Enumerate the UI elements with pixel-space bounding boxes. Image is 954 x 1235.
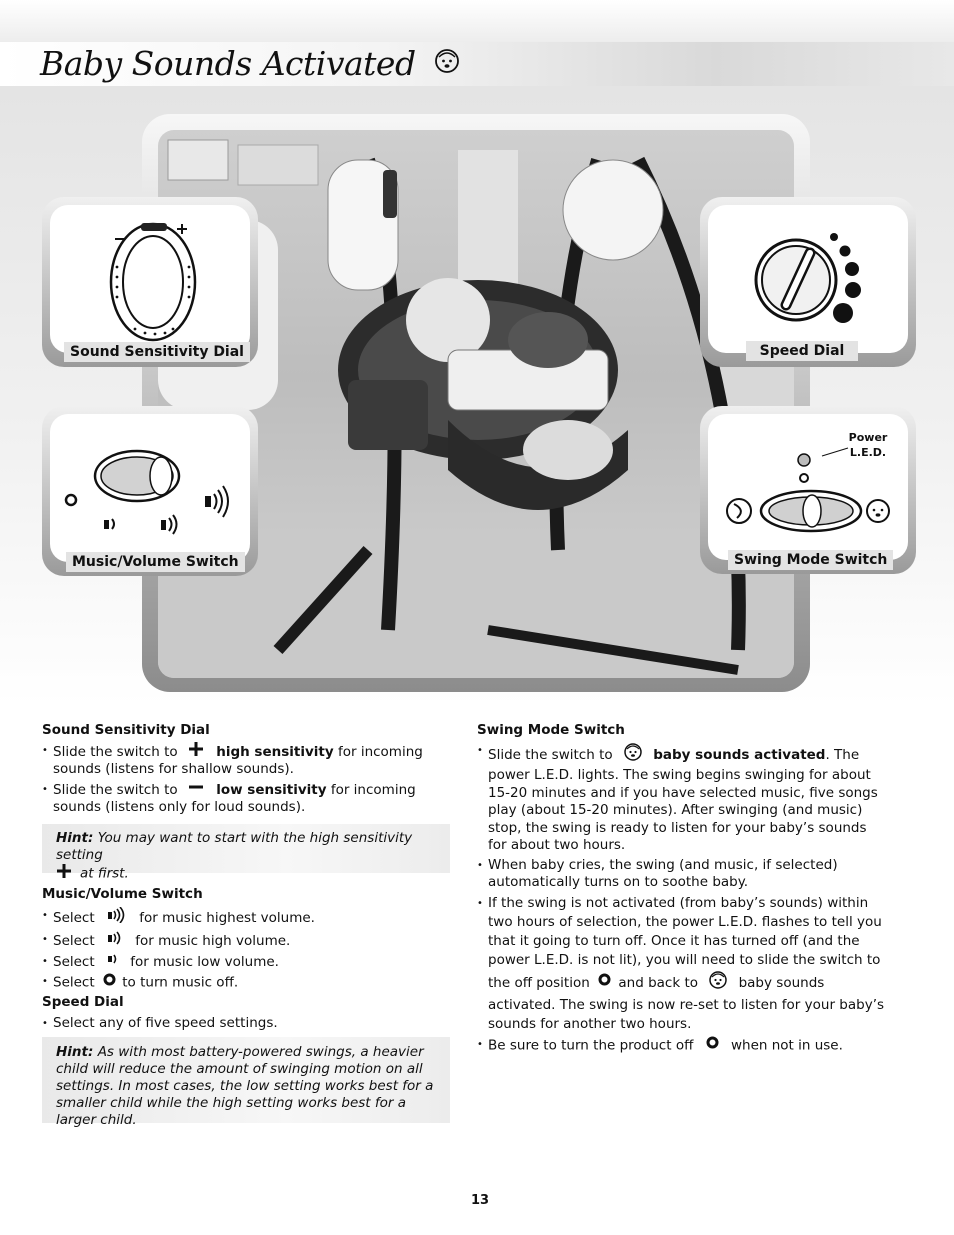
mv-b3-pre: Select [53,953,95,970]
ssd-b2-post: for incoming sounds (listens only for loud sounds). [53,781,416,815]
list-item [42,742,452,779]
page-title [40,42,460,86]
plus-icon [56,864,72,883]
volume-high-icon [161,515,177,534]
list-item [42,931,452,951]
volume-highest-icon [205,486,228,517]
swing-icon [727,499,751,523]
top-band [0,0,954,42]
sm-b3-post: baby sounds activated. The swing is now re-set to listen for your baby’s sounds for another two hours. [488,974,885,1032]
minus-icon [188,781,204,799]
ssd-b1-pre: Slide the switch to [53,743,178,760]
list-item [477,894,887,1034]
speed-dial-icon [748,225,878,335]
hint1-text: You may want to start with the high sensitivity setting [56,830,413,863]
list-item [42,1015,452,1033]
music-volume-label: Music/Volume Switch [66,552,245,572]
mv-heading: Music/Volume Switch [42,886,203,902]
list-item [42,953,452,971]
sm-b2: When baby cries, the swing (and music, if selected) automatically turns on to soothe baby. [488,856,838,890]
sm-list [477,742,887,1055]
list-item [42,907,452,929]
hint2-text: As with most battery-powered swings, a heavier child will reduce the amount of swinging motion on all settings. In most cases, the low setting works best for a smaller child while the high setting works best for a larger child. [56,1044,434,1128]
sm-b4-post: when not in use. [730,1036,843,1053]
volume-high-icon [107,931,123,951]
sound-sensitivity-panel [50,205,250,353]
list-item [42,781,452,817]
mv-b2-post: for music high volume. [135,932,291,949]
mv-b1-pre: Select [53,909,95,926]
ssd-b2-bold: low sensitivity [216,781,327,798]
swing-mode-switch-icon [726,444,896,534]
baby-face-icon [708,970,728,996]
left-column [42,722,452,816]
swing-mode-callout [700,406,916,574]
list-item [477,742,887,855]
volume-highest-icon [107,907,127,929]
sd-b1: Select any of five speed settings. [53,1015,278,1031]
off-circle-icon [706,1036,719,1055]
baby-face-icon [623,742,643,768]
speed-dial-callout [700,197,916,367]
hint-box-1 [42,824,450,882]
sm-b3-mid: and back to [618,974,698,991]
speed-dial-panel [708,205,908,353]
ssd-heading: Sound Sensitivity Dial [42,722,210,738]
ssd-list [42,742,452,817]
sm-b3-pre: If the swing is not activated (from baby’s sounds) within two hours of selection, the power L.E.D. flashes to tell you that it going to turn off. Once it has turned off (and the power L.E.D. is not lit), you will need to slide the switch to the off position [488,894,882,991]
mv-b2-pre: Select [53,932,95,949]
sound-sensitivity-callout [42,197,258,367]
hint2-label: Hint: [56,1044,94,1060]
ssd-b1-bold: high sensitivity [216,743,334,760]
mv-b4-pre: Select [53,974,95,990]
plus-icon [188,742,204,762]
sd-heading: Speed Dial [42,993,124,1010]
mv-list [42,907,452,992]
off-circle-icon [103,973,116,992]
mv-b1-post: for music highest volume. [139,909,315,926]
ssd-b2-pre: Slide the switch to [53,781,178,798]
mv-b4-post: to turn music off. [122,974,239,990]
speed-dial-label: Speed Dial [746,341,858,361]
sd-list [42,1015,452,1033]
swing-mode-panel [708,414,908,560]
sm-b4-pre: Be sure to turn the product off [488,1036,694,1053]
music-volume-callout [42,406,258,576]
music-volume-section [42,886,452,1033]
music-volume-switch-icon [60,439,250,539]
ssd-b1-post: for incoming sounds (listens for shallow sounds). [53,743,423,777]
volume-low-icon [104,519,114,529]
hint1-tail: at first. [80,865,129,882]
sm-b1-bold: baby sounds activated [653,746,826,763]
volume-low-icon [107,953,118,971]
list-item [477,857,887,892]
sensitivity-dial-icon [105,217,205,347]
off-circle-icon [598,973,611,992]
power-led-icon [798,454,810,466]
baby-face-icon [434,41,460,85]
page-number: 13 [471,1193,490,1208]
swing-mode-label: Swing Mode Switch [728,550,893,570]
hint-box-2 [42,1037,450,1128]
mv-b3-post: for music low volume. [130,953,279,970]
list-item [42,973,452,992]
music-volume-panel [50,414,250,562]
sm-heading: Swing Mode Switch [477,722,625,738]
right-column [477,722,887,1054]
hint1-label: Hint: [56,830,94,846]
page-title-text: Baby Sounds Activated [40,44,416,83]
list-item [477,1036,887,1055]
power-led-label: Power L.E.D. [848,431,888,459]
sm-b1-pre: Slide the switch to [488,746,613,763]
sound-sensitivity-label: Sound Sensitivity Dial [64,342,250,362]
sm-b1-post: . The power L.E.D. lights. The swing begins swinging for about 15-20 minutes and if you have selected music, five songs play (about 15-20 minutes). After swinging (and music) stop, the swing is ready to listen for your baby’s sounds for about two hours. [488,746,878,853]
baby-face-icon [867,500,889,522]
